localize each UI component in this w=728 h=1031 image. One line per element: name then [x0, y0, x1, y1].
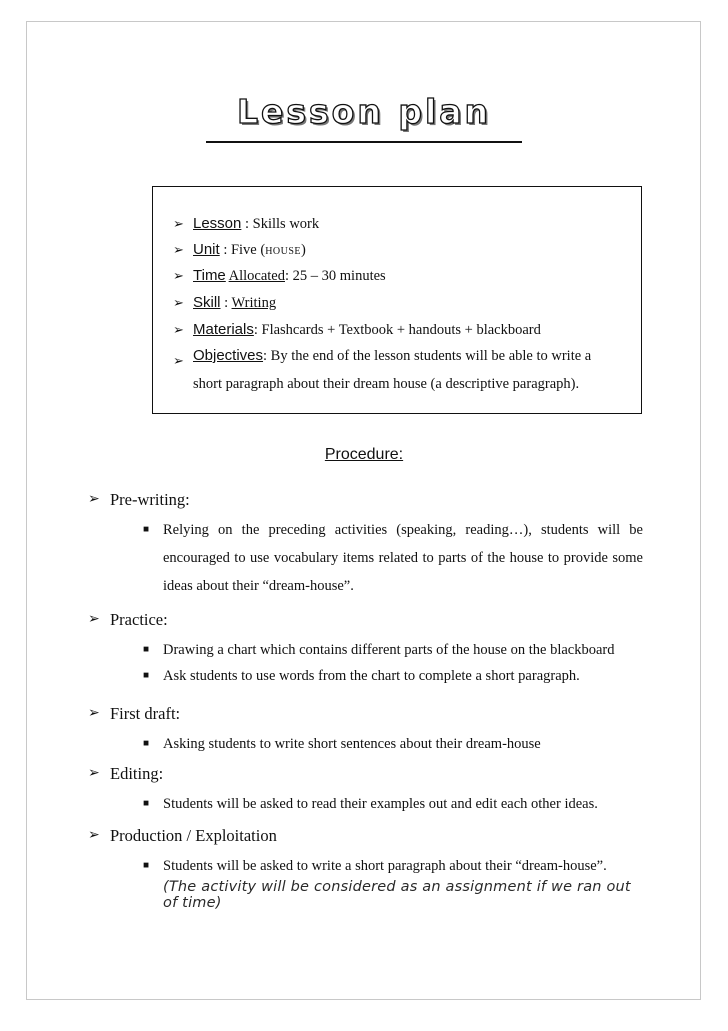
- list-item: [143, 852, 643, 880]
- section-title: Editing:: [110, 764, 164, 783]
- arrow-bullet-icon: ➢: [173, 268, 184, 283]
- section-editing: [88, 764, 164, 784]
- list-item-text: Ask students to use words from the chart to complete a short paragraph.: [163, 668, 580, 684]
- section-title: Pre-writing:: [110, 490, 190, 509]
- arrow-bullet-icon: ➢: [173, 322, 184, 337]
- arrow-bullet-icon: ➢: [88, 706, 100, 721]
- list-item-text: Students will be asked to read their examples out and edit each other ideas.: [163, 796, 598, 812]
- info-time: [173, 267, 386, 285]
- section-first-draft: [88, 704, 181, 724]
- section-title: Production / Exploitation: [110, 826, 277, 845]
- materials-label: Materials: [193, 321, 254, 338]
- unit-close: ): [301, 242, 306, 258]
- lesson-value: : Skills work: [241, 216, 320, 232]
- list-item-text: Asking students to write short sentences about their dream-house: [163, 736, 541, 752]
- list-item: [143, 662, 643, 690]
- arrow-bullet-icon: ➢: [88, 828, 100, 843]
- unit-value: : Five (: [219, 242, 266, 258]
- list-item: [143, 636, 643, 664]
- section-practice: [88, 610, 168, 630]
- info-skill: [173, 294, 277, 312]
- list-item: [143, 516, 643, 600]
- lesson-label: Lesson: [193, 215, 242, 232]
- arrow-bullet-icon: ➢: [173, 242, 184, 257]
- section-pre-writing: [88, 490, 190, 510]
- time-label-allocated: Allocated: [228, 268, 285, 284]
- square-bullet-icon: ■: [143, 524, 150, 535]
- arrow-bullet-icon: ➢: [88, 766, 100, 781]
- arrow-bullet-icon: ➢: [173, 216, 184, 231]
- list-item: [143, 730, 643, 758]
- title-block: [206, 92, 522, 132]
- time-label: Time: [193, 267, 226, 284]
- unit-caps: HOUSE: [265, 246, 302, 257]
- procedure-heading: Procedure:: [324, 446, 404, 463]
- lesson-info-box: [152, 186, 642, 414]
- skill-sep: :: [220, 295, 232, 311]
- section-title: First draft:: [110, 704, 181, 723]
- arrow-bullet-icon: ➢: [88, 492, 100, 507]
- list-item-text: Drawing a chart which contains different parts of the house on the blackboard: [163, 642, 615, 658]
- info-objectives: [173, 342, 613, 398]
- arrow-bullet-icon: ➢: [173, 295, 184, 310]
- info-materials: [173, 321, 541, 339]
- objectives-value: : By the end of the lesson students will be able to write a short paragraph about their dream house (a descriptive paragraph).: [193, 348, 592, 392]
- list-item-text: Relying on the preceding activities (speaking, reading…), students will be encouraged to use vocabulary items related to parts of the house to provide some ideas about their “dream-house”.: [163, 522, 643, 594]
- title-underline: [206, 141, 522, 143]
- list-item: [143, 790, 643, 818]
- time-value: : 25 – 30 minutes: [284, 268, 386, 284]
- square-bullet-icon: ■: [143, 798, 150, 809]
- page-title: Lesson plan: [236, 92, 492, 131]
- info-unit: [173, 241, 306, 261]
- square-bullet-icon: ■: [143, 738, 150, 749]
- square-bullet-icon: ■: [143, 644, 150, 655]
- materials-value: : Flashcards + Textbook + handouts + blackboard: [253, 322, 541, 338]
- arrow-bullet-icon: ➢: [88, 612, 100, 627]
- assignment-note: (The activity will be considered as an assignment if we ran out of time): [163, 879, 631, 911]
- info-lesson: [173, 215, 320, 233]
- square-bullet-icon: ■: [143, 670, 150, 681]
- skill-label: Skill: [193, 294, 221, 311]
- square-bullet-icon: ■: [143, 860, 150, 871]
- skill-value: Writing: [231, 295, 277, 311]
- objectives-label: Objectives: [193, 347, 264, 364]
- section-title: Practice:: [110, 610, 168, 629]
- section-production: [88, 826, 277, 846]
- unit-label: Unit: [193, 241, 220, 258]
- arrow-bullet-icon: ➢: [173, 353, 184, 368]
- list-item-text: Students will be asked to write a short paragraph about their “dream-house”.: [163, 858, 607, 874]
